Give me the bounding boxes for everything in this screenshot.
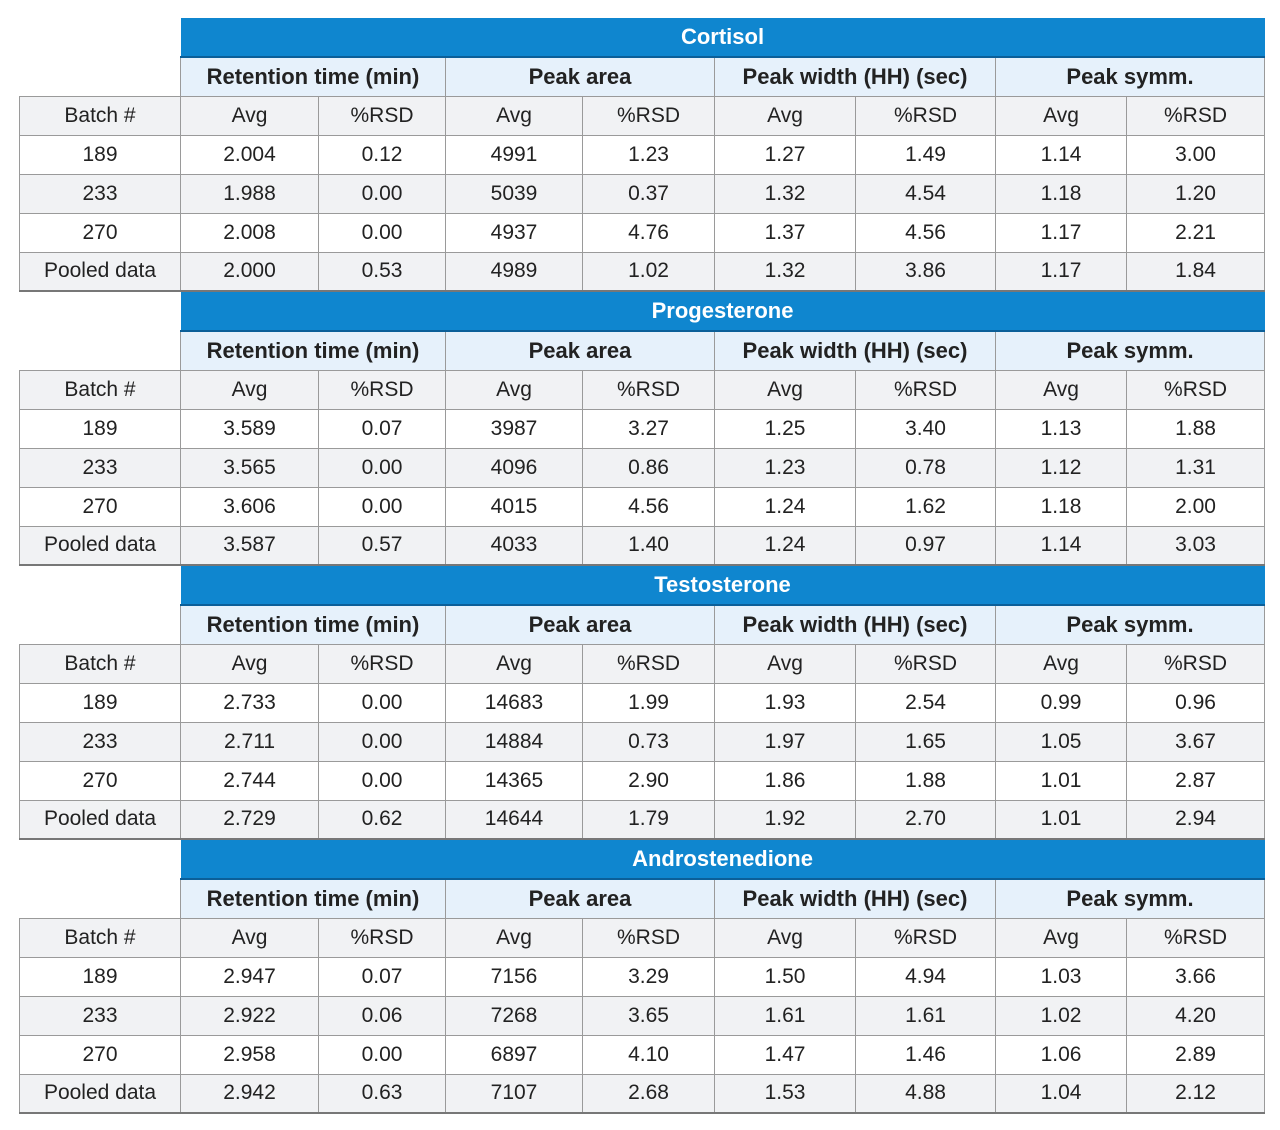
group-header: Peak area — [446, 879, 715, 918]
value-cell: 4015 — [446, 487, 583, 526]
batch-header: Batch # — [20, 370, 181, 409]
group-header: Peak symm. — [996, 879, 1265, 918]
table-row — [20, 174, 1265, 213]
value-cell: 7156 — [446, 957, 583, 996]
batch-cell: 233 — [20, 996, 181, 1035]
value-cell: 14644 — [446, 800, 583, 839]
table-row — [20, 683, 1265, 722]
value-cell: 1.27 — [715, 135, 856, 174]
table-row — [20, 213, 1265, 252]
group-header-row — [20, 331, 1265, 370]
table-row — [20, 996, 1265, 1035]
value-cell: 1.53 — [715, 1074, 856, 1113]
value-cell: 1.40 — [583, 526, 715, 565]
group-header: Peak symm. — [996, 605, 1265, 644]
group-header: Peak area — [446, 331, 715, 370]
group-header-row — [20, 879, 1265, 918]
sub-header: Avg — [715, 96, 856, 135]
section-table-androstenedione — [19, 840, 1265, 1114]
group-header: Peak width (HH) (sec) — [715, 879, 996, 918]
table-row — [20, 487, 1265, 526]
table-row — [20, 800, 1265, 839]
value-cell: 3.565 — [181, 448, 319, 487]
value-cell: 0.78 — [856, 448, 996, 487]
blank-cell — [20, 57, 181, 96]
sub-header: %RSD — [319, 370, 446, 409]
group-header: Retention time (min) — [181, 57, 446, 96]
sub-header: %RSD — [1127, 644, 1265, 683]
sub-header: %RSD — [583, 96, 715, 135]
sub-header: %RSD — [856, 370, 996, 409]
value-cell: 7268 — [446, 996, 583, 1035]
value-cell: 3.27 — [583, 409, 715, 448]
blank-cell — [20, 18, 181, 57]
sub-header: %RSD — [583, 918, 715, 957]
section-title-row — [20, 18, 1265, 57]
batch-cell: 189 — [20, 135, 181, 174]
value-cell: 0.12 — [319, 135, 446, 174]
value-cell: 2.729 — [181, 800, 319, 839]
sub-header: Avg — [996, 370, 1127, 409]
value-cell: 3987 — [446, 409, 583, 448]
section-title-row — [20, 566, 1265, 605]
value-cell: 2.87 — [1127, 761, 1265, 800]
sub-header: Avg — [715, 918, 856, 957]
value-cell: 1.988 — [181, 174, 319, 213]
value-cell: 2.711 — [181, 722, 319, 761]
value-cell: 1.14 — [996, 135, 1127, 174]
value-cell: 3.67 — [1127, 722, 1265, 761]
value-cell: 2.958 — [181, 1035, 319, 1074]
value-cell: 2.94 — [1127, 800, 1265, 839]
value-cell: 1.24 — [715, 487, 856, 526]
value-cell: 0.00 — [319, 1035, 446, 1074]
batch-cell: 189 — [20, 683, 181, 722]
group-header: Peak area — [446, 605, 715, 644]
value-cell: 2.89 — [1127, 1035, 1265, 1074]
table-row — [20, 1074, 1265, 1113]
value-cell: 1.03 — [996, 957, 1127, 996]
value-cell: 1.23 — [583, 135, 715, 174]
value-cell: 2.733 — [181, 683, 319, 722]
section-title: Progesterone — [181, 292, 1265, 331]
value-cell: 2.68 — [583, 1074, 715, 1113]
group-header: Peak width (HH) (sec) — [715, 57, 996, 96]
batch-cell: Pooled data — [20, 1074, 181, 1113]
group-header: Retention time (min) — [181, 879, 446, 918]
value-cell: 0.00 — [319, 213, 446, 252]
section-table-testosterone — [19, 566, 1265, 840]
value-cell: 2.947 — [181, 957, 319, 996]
value-cell: 0.00 — [319, 761, 446, 800]
value-cell: 1.32 — [715, 252, 856, 291]
value-cell: 1.04 — [996, 1074, 1127, 1113]
value-cell: 1.37 — [715, 213, 856, 252]
value-cell: 1.61 — [715, 996, 856, 1035]
value-cell: 3.00 — [1127, 135, 1265, 174]
value-cell: 4.20 — [1127, 996, 1265, 1035]
value-cell: 1.23 — [715, 448, 856, 487]
batch-cell: 270 — [20, 487, 181, 526]
table-row — [20, 957, 1265, 996]
sub-header: %RSD — [319, 918, 446, 957]
value-cell: 0.00 — [319, 448, 446, 487]
group-header: Retention time (min) — [181, 331, 446, 370]
value-cell: 1.20 — [1127, 174, 1265, 213]
value-cell: 2.12 — [1127, 1074, 1265, 1113]
value-cell: 1.05 — [996, 722, 1127, 761]
value-cell: 2.942 — [181, 1074, 319, 1113]
blank-cell — [20, 331, 181, 370]
value-cell: 4.76 — [583, 213, 715, 252]
blank-cell — [20, 566, 181, 605]
value-cell: 1.18 — [996, 487, 1127, 526]
value-cell: 1.49 — [856, 135, 996, 174]
sub-header: %RSD — [856, 644, 996, 683]
sub-header: %RSD — [319, 644, 446, 683]
group-header: Peak width (HH) (sec) — [715, 331, 996, 370]
sub-header: Avg — [181, 96, 319, 135]
section-title: Androstenedione — [181, 840, 1265, 879]
value-cell: 3.589 — [181, 409, 319, 448]
value-cell: 14683 — [446, 683, 583, 722]
sub-header: Avg — [181, 370, 319, 409]
value-cell: 2.008 — [181, 213, 319, 252]
value-cell: 2.90 — [583, 761, 715, 800]
value-cell: 0.57 — [319, 526, 446, 565]
value-cell: 3.86 — [856, 252, 996, 291]
results-tables — [19, 18, 1264, 1114]
table-row — [20, 252, 1265, 291]
value-cell: 1.92 — [715, 800, 856, 839]
table-row — [20, 135, 1265, 174]
value-cell: 4.56 — [856, 213, 996, 252]
group-header-row — [20, 57, 1265, 96]
value-cell: 0.00 — [319, 174, 446, 213]
batch-cell: 270 — [20, 213, 181, 252]
value-cell: 0.86 — [583, 448, 715, 487]
value-cell: 1.65 — [856, 722, 996, 761]
value-cell: 4989 — [446, 252, 583, 291]
batch-cell: Pooled data — [20, 252, 181, 291]
value-cell: 3.587 — [181, 526, 319, 565]
sub-header: Avg — [181, 644, 319, 683]
value-cell: 5039 — [446, 174, 583, 213]
value-cell: 4033 — [446, 526, 583, 565]
value-cell: 1.93 — [715, 683, 856, 722]
section-title: Cortisol — [181, 18, 1265, 57]
value-cell: 0.00 — [319, 487, 446, 526]
table-row — [20, 761, 1265, 800]
value-cell: 3.65 — [583, 996, 715, 1035]
value-cell: 1.99 — [583, 683, 715, 722]
sub-header: %RSD — [319, 96, 446, 135]
sub-header-row — [20, 96, 1265, 135]
sub-header: %RSD — [1127, 370, 1265, 409]
value-cell: 1.14 — [996, 526, 1127, 565]
sub-header: Avg — [446, 918, 583, 957]
value-cell: 1.02 — [583, 252, 715, 291]
section-title: Testosterone — [181, 566, 1265, 605]
section-title-row — [20, 840, 1265, 879]
group-header: Peak width (HH) (sec) — [715, 605, 996, 644]
blank-cell — [20, 840, 181, 879]
sub-header: %RSD — [583, 644, 715, 683]
value-cell: 1.13 — [996, 409, 1127, 448]
value-cell: 1.01 — [996, 761, 1127, 800]
sub-header: Avg — [446, 370, 583, 409]
value-cell: 4937 — [446, 213, 583, 252]
batch-header: Batch # — [20, 644, 181, 683]
value-cell: 2.70 — [856, 800, 996, 839]
value-cell: 3.40 — [856, 409, 996, 448]
value-cell: 4.94 — [856, 957, 996, 996]
sub-header: Avg — [715, 370, 856, 409]
group-header-row — [20, 605, 1265, 644]
sub-header: Avg — [181, 918, 319, 957]
sub-header: %RSD — [856, 918, 996, 957]
value-cell: 0.62 — [319, 800, 446, 839]
value-cell: 1.84 — [1127, 252, 1265, 291]
sub-header: Avg — [996, 644, 1127, 683]
value-cell: 0.99 — [996, 683, 1127, 722]
value-cell: 1.79 — [583, 800, 715, 839]
value-cell: 7107 — [446, 1074, 583, 1113]
value-cell: 1.24 — [715, 526, 856, 565]
value-cell: 1.88 — [856, 761, 996, 800]
group-header: Peak symm. — [996, 57, 1265, 96]
sub-header: Avg — [996, 96, 1127, 135]
batch-cell: 233 — [20, 448, 181, 487]
sub-header-row — [20, 644, 1265, 683]
value-cell: 4991 — [446, 135, 583, 174]
value-cell: 4.54 — [856, 174, 996, 213]
batch-cell: 270 — [20, 1035, 181, 1074]
value-cell: 2.744 — [181, 761, 319, 800]
value-cell: 1.01 — [996, 800, 1127, 839]
value-cell: 14884 — [446, 722, 583, 761]
value-cell: 0.73 — [583, 722, 715, 761]
value-cell: 0.63 — [319, 1074, 446, 1113]
value-cell: 2.00 — [1127, 487, 1265, 526]
section-title-row — [20, 292, 1265, 331]
sub-header: Avg — [715, 644, 856, 683]
table-row — [20, 409, 1265, 448]
value-cell: 2.54 — [856, 683, 996, 722]
table-row — [20, 526, 1265, 565]
batch-header: Batch # — [20, 96, 181, 135]
sub-header: %RSD — [1127, 96, 1265, 135]
section-table-progesterone — [19, 292, 1265, 566]
value-cell: 1.25 — [715, 409, 856, 448]
value-cell: 1.88 — [1127, 409, 1265, 448]
value-cell: 3.03 — [1127, 526, 1265, 565]
value-cell: 1.17 — [996, 252, 1127, 291]
value-cell: 1.31 — [1127, 448, 1265, 487]
value-cell: 3.29 — [583, 957, 715, 996]
table-row — [20, 722, 1265, 761]
value-cell: 1.17 — [996, 213, 1127, 252]
sub-header-row — [20, 370, 1265, 409]
batch-header: Batch # — [20, 918, 181, 957]
sub-header-row — [20, 918, 1265, 957]
value-cell: 4096 — [446, 448, 583, 487]
value-cell: 0.06 — [319, 996, 446, 1035]
batch-cell: 233 — [20, 174, 181, 213]
value-cell: 1.46 — [856, 1035, 996, 1074]
batch-cell: 270 — [20, 761, 181, 800]
value-cell: 4.56 — [583, 487, 715, 526]
value-cell: 1.97 — [715, 722, 856, 761]
value-cell: 6897 — [446, 1035, 583, 1074]
value-cell: 2.000 — [181, 252, 319, 291]
blank-cell — [20, 292, 181, 331]
sub-header: Avg — [446, 644, 583, 683]
value-cell: 14365 — [446, 761, 583, 800]
value-cell: 0.00 — [319, 722, 446, 761]
value-cell: 0.07 — [319, 957, 446, 996]
value-cell: 4.88 — [856, 1074, 996, 1113]
value-cell: 0.07 — [319, 409, 446, 448]
value-cell: 0.37 — [583, 174, 715, 213]
sub-header: %RSD — [583, 370, 715, 409]
section-table-cortisol — [19, 18, 1265, 292]
value-cell: 0.97 — [856, 526, 996, 565]
value-cell: 1.47 — [715, 1035, 856, 1074]
value-cell: 1.02 — [996, 996, 1127, 1035]
group-header: Retention time (min) — [181, 605, 446, 644]
value-cell: 3.606 — [181, 487, 319, 526]
batch-cell: 189 — [20, 409, 181, 448]
batch-cell: Pooled data — [20, 800, 181, 839]
sub-header: Avg — [446, 96, 583, 135]
value-cell: 4.10 — [583, 1035, 715, 1074]
value-cell: 2.21 — [1127, 213, 1265, 252]
value-cell: 1.62 — [856, 487, 996, 526]
value-cell: 0.00 — [319, 683, 446, 722]
value-cell: 3.66 — [1127, 957, 1265, 996]
batch-cell: 233 — [20, 722, 181, 761]
value-cell: 2.922 — [181, 996, 319, 1035]
value-cell: 1.18 — [996, 174, 1127, 213]
batch-cell: Pooled data — [20, 526, 181, 565]
sub-header: %RSD — [1127, 918, 1265, 957]
value-cell: 1.06 — [996, 1035, 1127, 1074]
value-cell: 1.50 — [715, 957, 856, 996]
table-row — [20, 1035, 1265, 1074]
blank-cell — [20, 605, 181, 644]
value-cell: 0.53 — [319, 252, 446, 291]
sub-header: Avg — [996, 918, 1127, 957]
value-cell: 2.004 — [181, 135, 319, 174]
table-row — [20, 448, 1265, 487]
value-cell: 0.96 — [1127, 683, 1265, 722]
value-cell: 1.12 — [996, 448, 1127, 487]
sub-header: %RSD — [856, 96, 996, 135]
value-cell: 1.86 — [715, 761, 856, 800]
batch-cell: 189 — [20, 957, 181, 996]
blank-cell — [20, 879, 181, 918]
group-header: Peak area — [446, 57, 715, 96]
group-header: Peak symm. — [996, 331, 1265, 370]
value-cell: 1.32 — [715, 174, 856, 213]
value-cell: 1.61 — [856, 996, 996, 1035]
